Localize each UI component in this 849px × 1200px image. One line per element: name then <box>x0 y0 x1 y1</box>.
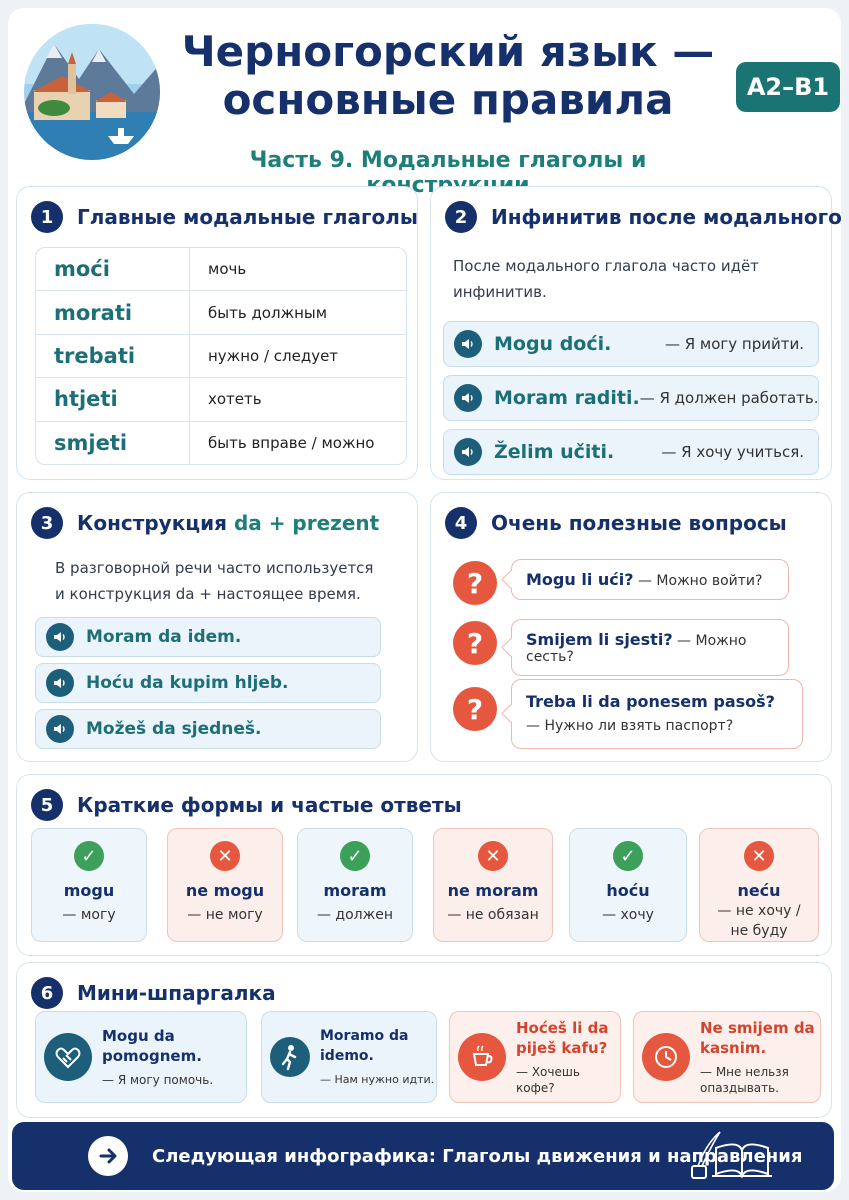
section-title: Мини-шпаргалка <box>77 981 276 1005</box>
question-icon: ? <box>453 687 497 731</box>
check-icon: ✓ <box>340 841 370 871</box>
cross-icon: ✕ <box>210 841 240 871</box>
short-form-card: ✕ ne mogu — не могу <box>167 828 283 942</box>
section-title: Краткие формы и частые ответы <box>77 793 462 817</box>
speaker-icon[interactable] <box>454 330 482 358</box>
panel-modal-verbs <box>16 186 418 480</box>
question-bubble: Smijem li sjesti? — Можно сесть? <box>511 619 789 676</box>
panel-da-prezent <box>16 492 418 762</box>
table-row: smjeti быть вправе / можно <box>36 422 406 465</box>
audio-phrase-row[interactable]: Moram da idem. <box>35 617 381 657</box>
check-icon: ✓ <box>613 841 643 871</box>
section-number: 2 <box>445 201 477 233</box>
table-row: morati быть должным <box>36 291 406 334</box>
audio-phrase-row[interactable]: Možeš da sjedneš. <box>35 709 381 749</box>
section-number: 4 <box>445 507 477 539</box>
next-infographic-banner[interactable] <box>12 1122 834 1190</box>
question-bubble: Treba li da ponesem pasoš? — Нужно ли взять паспорт? <box>511 679 803 749</box>
speaker-icon[interactable] <box>454 384 482 412</box>
cross-icon: ✕ <box>478 841 508 871</box>
panel-useful-questions <box>430 492 832 762</box>
speaker-icon[interactable] <box>46 715 74 743</box>
cross-icon: ✕ <box>744 841 774 871</box>
question-icon: ? <box>453 561 497 605</box>
section-number: 1 <box>31 201 63 233</box>
cheat-card: Hoćeš li da piješ kafu? — Хочешь кофе? <box>449 1011 621 1103</box>
section-description: В разговорной речи часто используется и конструкция da + настоящее время. <box>55 559 374 603</box>
page-subtitle: Часть 9. Модальные глаголы и <box>249 148 647 173</box>
section-number: 3 <box>31 507 63 539</box>
cheat-card: Ne smijem da kasnim. — Мне нельзя опаздывать. <box>633 1011 821 1103</box>
section-description: После модального глагола часто идёт инфинитив. <box>453 257 759 301</box>
question-icon: ? <box>453 621 497 665</box>
next-infographic-text: Следующая инфографика: Глаголы движения и направления <box>152 1145 803 1167</box>
montenegro-coast-illustration <box>24 24 160 160</box>
short-form-card: ✕ ne moram — не обязан <box>433 828 553 942</box>
arrow-right-icon[interactable] <box>88 1136 128 1176</box>
panel-short-forms <box>16 774 832 956</box>
walking-person-icon <box>270 1037 310 1077</box>
short-form-card: ✓ hoću — хочу <box>569 828 687 942</box>
book-quill-icon <box>686 1128 798 1184</box>
speaker-icon[interactable] <box>454 438 482 466</box>
section-number: 6 <box>31 977 63 1009</box>
audio-phrase-row[interactable]: Moram raditi. — Я должен работать. <box>443 375 819 421</box>
audio-phrase-row[interactable]: Hoću da kupim hljeb. <box>35 663 381 703</box>
level-badge: A2–B1 <box>736 62 840 112</box>
short-form-card: ✕ neću — не хочу / не буду <box>699 828 819 942</box>
coffee-cup-icon <box>458 1033 506 1081</box>
section-number: 5 <box>31 789 63 821</box>
section-title: Инфинитив после модального <box>491 205 842 229</box>
handshake-icon <box>44 1033 92 1081</box>
section-title: Главные модальные глаголы <box>77 205 418 229</box>
panel-infinitive <box>430 186 842 480</box>
short-form-card: ✓ moram — должен <box>297 828 413 942</box>
clock-icon <box>642 1033 690 1081</box>
table-row: trebati нужно / следует <box>36 335 406 378</box>
infographic-page <box>8 8 841 1192</box>
table-row: htjeti хотеть <box>36 378 406 421</box>
audio-phrase-row[interactable]: Mogu doći. — Я могу прийти. <box>443 321 819 367</box>
verbs-table <box>35 247 407 465</box>
panel-cheat-sheet <box>16 962 832 1118</box>
cheat-card: Mogu da pomognem. — Я могу помочь. <box>35 1011 247 1103</box>
speaker-icon[interactable] <box>46 623 74 651</box>
section-title: Конструкция da + prezent <box>77 511 380 535</box>
cheat-card: Moramo da idemo. — Нам нужно идти. <box>261 1011 437 1103</box>
speaker-icon[interactable] <box>46 669 74 697</box>
question-bubble: Mogu li ući? — Можно войти? <box>511 559 789 600</box>
page-title: Черногорский язык — основные правила <box>181 27 715 124</box>
check-icon: ✓ <box>74 841 104 871</box>
section-title: Очень полезные вопросы <box>491 511 787 535</box>
audio-phrase-row[interactable]: Želim učiti. — Я хочу учиться. <box>443 429 819 475</box>
short-form-card: ✓ mogu — могу <box>31 828 147 942</box>
table-row: moći мочь <box>36 248 406 291</box>
